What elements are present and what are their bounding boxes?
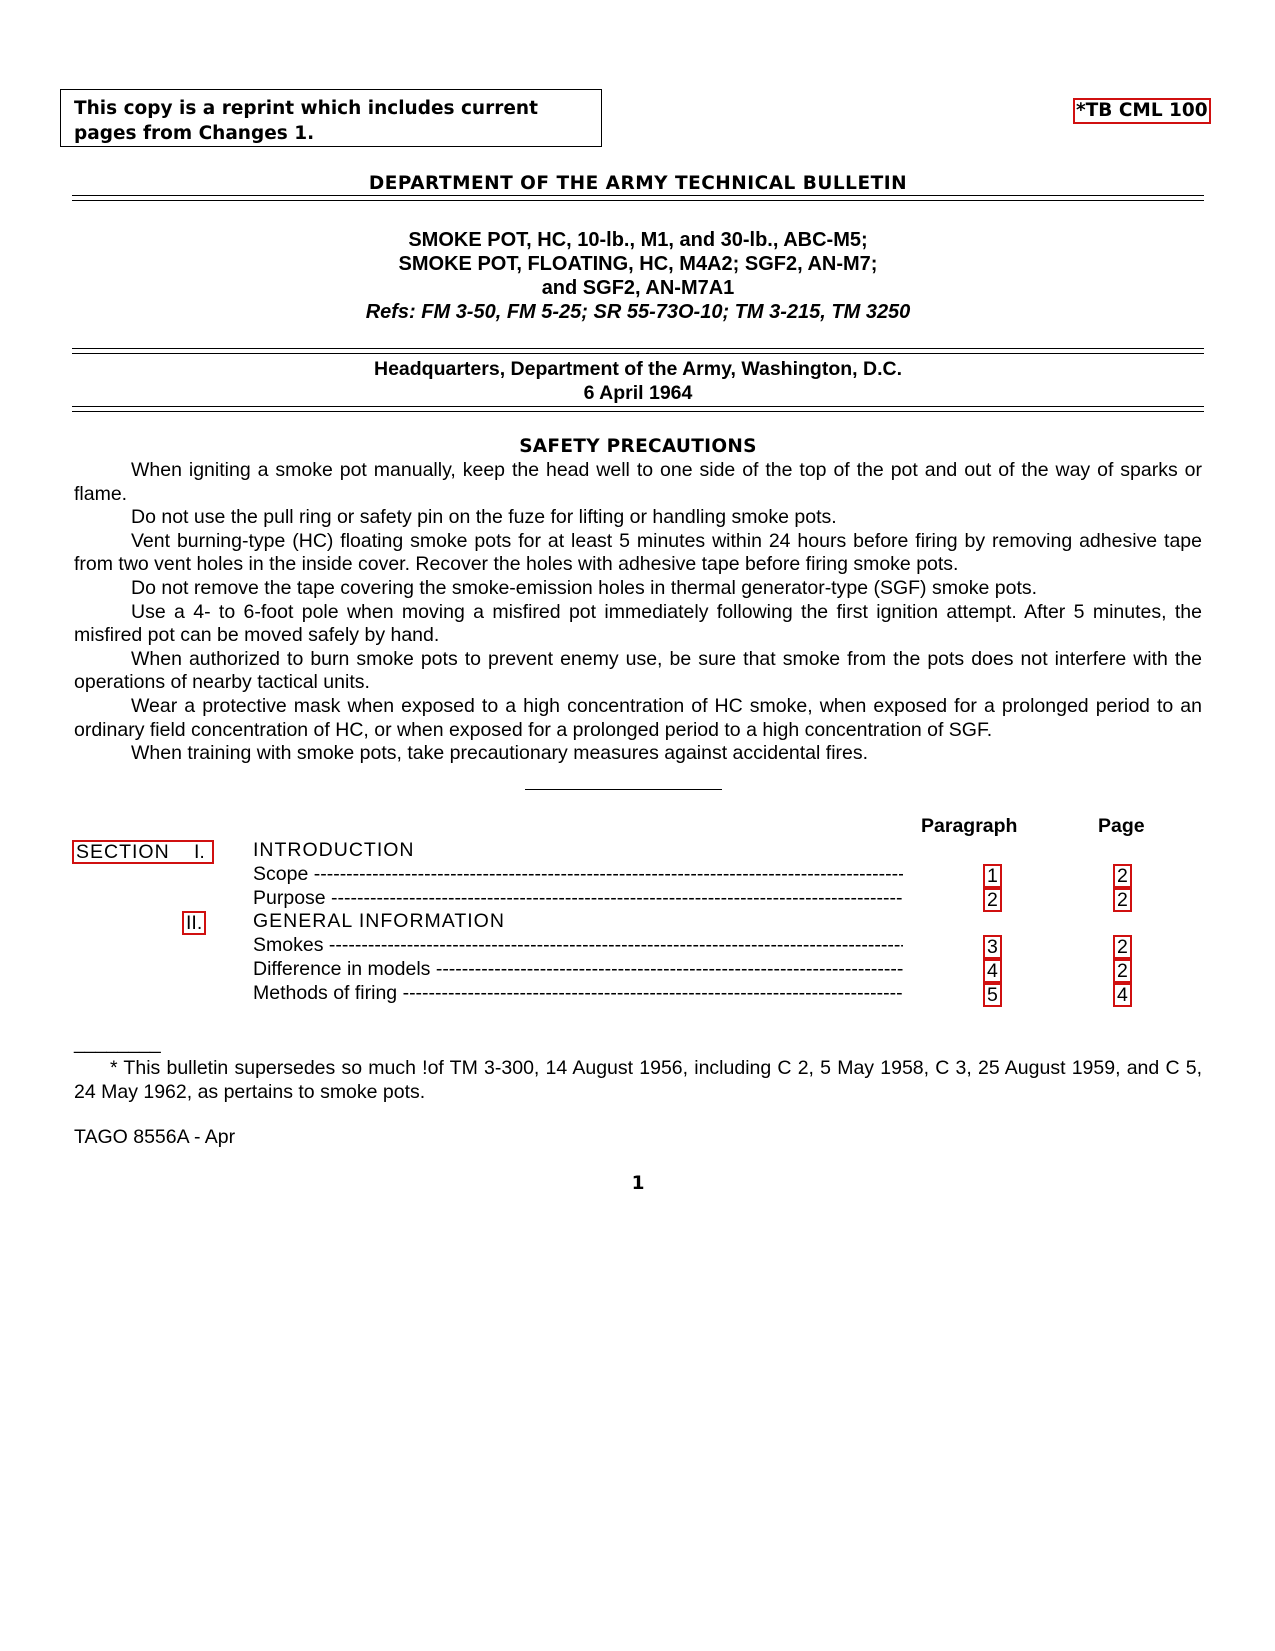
reprint-notice: This copy is a reprint which includes current pages from Changes 1. (60, 89, 602, 147)
toc-entry-methods-of-firing[interactable] (253, 982, 903, 1005)
toc-page-link[interactable]: 2 (1113, 959, 1132, 983)
toc-entry-purpose[interactable] (253, 887, 903, 910)
toc-entry-difference-in-models[interactable] (253, 958, 903, 981)
page-number: 1 (631, 1173, 645, 1194)
section-i-link[interactable] (72, 840, 214, 864)
toc-page-link[interactable]: 2 (1113, 935, 1132, 959)
title-refs: Refs: FM 3-50, FM 5-25; SR 55-73O-10; TM 3-215, TM 3250 (365, 301, 911, 323)
footnote-rule: ________ (74, 1032, 161, 1054)
safety-paragraph: When training with smoke pots, take precautionary measures against accidental fires. (131, 742, 869, 765)
toc-entry-label: Purpose ----- (253, 887, 903, 909)
toc-page-header: Page (1098, 815, 1145, 837)
toc-entry-label: Scope ----- (253, 863, 903, 885)
title-line-1: SMOKE POT, HC, 10-lb., M1, and 30-lb., ABC-M5; (408, 229, 868, 251)
title-line-3: and SGF2, AN-M7A1 (541, 277, 735, 299)
section-word: SECTION (76, 841, 170, 863)
toc-page-link[interactable]: 4 (1113, 983, 1132, 1007)
safety-paragraph: Vent burning-type (HC) floating smoke pots for at least 5 minutes within 24 hours before firing by removing adhesive tape from two vent holes in the inside cover. Recover the holes with adhesive tape before firing smoke pots. (74, 529, 1202, 576)
title-line-2: SMOKE POT, FLOATING, HC, M4A2; SGF2, AN-M7; (398, 253, 878, 275)
safety-heading: SAFETY PRECAUTIONS (519, 436, 757, 457)
safety-paragraph: When authorized to burn smoke pots to prevent enemy use, be sure that smoke from the pots does not interfere with the operations of nearby tactical units. (74, 647, 1202, 694)
section-numeral: I. (194, 841, 205, 863)
toc-entry-label: Difference in models ----- (253, 958, 903, 980)
toc-paragraph-link[interactable]: 2 (983, 888, 1002, 912)
toc-entry-label: Methods of firing ----- (253, 982, 903, 1004)
toc-page-link[interactable]: 2 (1113, 888, 1132, 912)
toc-paragraph-header: Paragraph (921, 815, 1018, 837)
safety-paragraph: Wear a protective mask when exposed to a high concentration of HC smoke, when exposed for a prolonged period to an ordinary field concentration of HC, or when exposed for a prolonged period to a high concentration of SGF. (74, 694, 1202, 741)
toc-entry-scope[interactable] (253, 863, 903, 886)
department-heading: DEPARTMENT OF THE ARMY TECHNICAL BULLETIN (368, 173, 908, 194)
toc-paragraph-link[interactable]: 1 (983, 864, 1002, 888)
headquarters-line: Headquarters, Department of the Army, Washington, D.C. (373, 358, 902, 380)
section-title: INTRODUCTION (253, 839, 415, 861)
section-divider (525, 789, 722, 790)
double-rule (72, 348, 1204, 354)
safety-paragraph: Do not use the pull ring or safety pin on the fuze for lifting or handling smoke pots. (131, 506, 837, 529)
double-rule (72, 195, 1204, 201)
footnote: * This bulletin supersedes so much !of TM 3-300, 14 August 1956, including C 2, 5 May 1958, C 3, 25 August 1959, and C 5, 24 May 1962, as pertains to smoke pots. (74, 1057, 1202, 1103)
safety-paragraph: Use a 4- to 6-foot pole when moving a misfired pot immediately following the first ignition attempt. After 5 minutes, the misfired pot can be moved safely by hand. (74, 600, 1202, 647)
toc-paragraph-link[interactable]: 5 (983, 983, 1002, 1007)
double-rule (72, 406, 1204, 412)
toc-paragraph-link[interactable]: 4 (983, 959, 1002, 983)
issuer-block (72, 357, 1204, 405)
issue-date: 6 April 1964 (583, 382, 693, 404)
bulletin-code-link[interactable]: *TB CML 100 (1073, 98, 1211, 124)
tago-code: TAGO 8556A - Apr (74, 1126, 236, 1148)
safety-precautions (74, 459, 1202, 766)
toc-paragraph-link[interactable]: 3 (983, 935, 1002, 959)
section-title: GENERAL INFORMATION (253, 910, 505, 932)
safety-paragraph: When igniting a smoke pot manually, keep the head well to one side of the top of the pot and out of the way of sparks or flame. (74, 459, 1202, 505)
document-title (72, 228, 1204, 324)
toc-page-link[interactable]: 2 (1113, 864, 1132, 888)
safety-paragraph: Do not remove the tape covering the smoke-emission holes in thermal generator-type (SGF) smoke pots. (131, 576, 1038, 599)
toc-entry-label: Smokes ----- (253, 934, 903, 956)
toc-entry-smokes[interactable] (253, 934, 903, 957)
section-ii-link[interactable]: II. (182, 911, 206, 935)
